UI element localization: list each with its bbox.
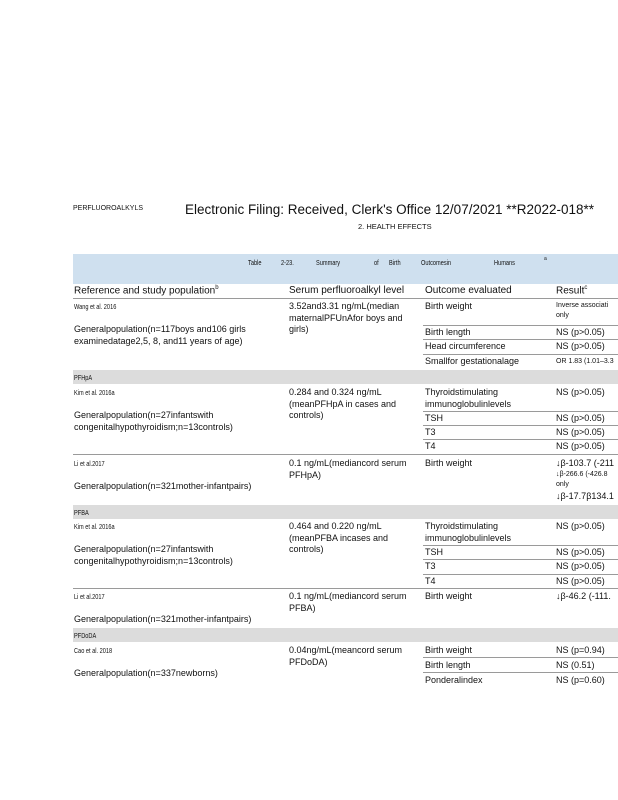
outcome-kim-pfhpa-tsi: Thyroidstimulating immunoglobulinlevels xyxy=(425,387,512,409)
result-li-pfba: ↓β-46.2 (-111. xyxy=(556,591,611,601)
section-pfba: PFBA xyxy=(74,508,89,517)
population-li-pfhpa: Generalpopulation(n=321mother-infantpairs) xyxy=(74,481,252,491)
row-rule xyxy=(423,411,618,412)
result-li-pfhpa-1: ↓β-103.7 (-211 xyxy=(556,458,615,468)
header-rule xyxy=(73,298,618,299)
col-header-reference: Reference and study population$^b$ xyxy=(74,285,219,297)
result-kim-pfba-tsi: NS (p>0.05) xyxy=(556,521,605,531)
row-rule xyxy=(423,354,618,355)
population-wang: Generalpopulation(n=117boys and106 girls examinedatage2,5, 8, and11 years of age) xyxy=(74,324,246,346)
section-band-pfba xyxy=(73,505,618,519)
result-wang-birth-length: NS (p>0.05) xyxy=(556,327,605,337)
result-cao-birth-length: NS (0.51) xyxy=(556,660,595,670)
row-rule xyxy=(73,588,618,589)
ref-kim-2016a-pfhpa: Kim et al. 2016a xyxy=(74,388,115,397)
row-rule xyxy=(423,559,618,560)
outcome-cao-ponderal: Ponderalindex xyxy=(425,675,483,685)
table-title-word-6: Outcomesin xyxy=(421,258,452,267)
serum-cao: 0.04ng/mL(meancord serum PFDoDA) xyxy=(289,645,403,667)
result-kim-pfba-tsh: NS (p>0.05) xyxy=(556,547,605,557)
row-rule xyxy=(423,545,618,546)
serum-li-pfhpa: 0.1 ng/mL(mediancord serum PFHpA) xyxy=(289,458,407,480)
result-cao-birth-weight: NS (p=0.94) xyxy=(556,645,605,655)
row-rule xyxy=(423,325,618,326)
population-kim-pfhpa: Generalpopulation(n=27infantswith congenitalhypothyroidism;n=13controls) xyxy=(74,410,233,432)
outcome-kim-pfba-tsi: Thyroidstimulating immunoglobulinlevels xyxy=(425,521,512,543)
col-header-result: Result$^c$ xyxy=(556,285,588,297)
outcome-kim-pfhpa-t4: T4 xyxy=(425,441,436,451)
section-pfhpa: PFHpA xyxy=(74,373,93,382)
row-rule xyxy=(73,454,618,455)
result-wang-birth-weight: Inverse associati xyxy=(556,302,609,309)
row-rule xyxy=(423,439,618,440)
result-li-pfhpa-2: ↓β-266.6 (-426.8 xyxy=(556,471,608,478)
ref-li-2017-pfba: Li et al.2017 xyxy=(74,592,105,601)
filing-stamp: Electronic Filing: Received, Clerk's Office 12/07/2021 **R2022-018** xyxy=(185,202,595,217)
outcome-li-pfhpa: Birth weight xyxy=(425,458,473,468)
outcome-kim-pfhpa-tsh: TSH xyxy=(425,413,443,423)
ref-wang-2016: Wang et al. 2016 xyxy=(74,302,117,311)
row-rule xyxy=(423,339,618,340)
table-title-word-2: 2-23. xyxy=(281,258,294,267)
table-title-word-5: Birth xyxy=(389,258,401,267)
result-wang-head-circ: NS (p>0.05) xyxy=(556,341,605,351)
result-li-pfhpa-4: ↓β-17.7β134.1 xyxy=(556,491,614,501)
outcome-kim-pfba-tsh: TSH xyxy=(425,547,443,557)
result-kim-pfhpa-tsh: NS (p>0.05) xyxy=(556,413,605,423)
col-header-serum: Serum perfluoroalkyl level xyxy=(289,285,405,296)
table-title-word-1: Table xyxy=(248,258,262,267)
section-band-pfhpa xyxy=(73,370,618,384)
population-cao: Generalpopulation(n=337newborns) xyxy=(74,668,218,678)
result-kim-pfba-t4: NS (p>0.05) xyxy=(556,576,605,586)
population-li-pfba: Generalpopulation(n=321mother-infantpairs) xyxy=(74,614,252,624)
outcome-kim-pfba-t3: T3 xyxy=(425,561,436,571)
chapter-header: 2. HEALTH EFFECTS xyxy=(358,222,432,231)
result-wang-sga: OR 1.83 (1.01–3.3 xyxy=(556,358,614,365)
serum-wang: 3.52and3.31 ng/mL(median maternalPFUnAfor boys and girls) xyxy=(289,301,403,334)
outcome-cao-birth-weight: Birth weight xyxy=(425,645,473,655)
result-cao-ponderal: NS (p=0.60) xyxy=(556,675,605,685)
section-pfdoda: PFDoDA xyxy=(74,631,97,640)
result-wang-only: only xyxy=(556,312,569,319)
ref-cao-2018: Cao et al. 2018 xyxy=(74,646,113,655)
outcome-kim-pfhpa-t3: T3 xyxy=(425,427,436,437)
row-rule xyxy=(423,657,618,658)
outcome-wang-birth-weight: Birth weight xyxy=(425,301,473,311)
table-title-word-4: of xyxy=(374,258,379,267)
row-rule xyxy=(423,574,618,575)
serum-li-pfba: 0.1 ng/mL(mediancord serum PFBA) xyxy=(289,591,407,613)
ref-kim-2016a-pfba: Kim et al. 2016a xyxy=(74,522,115,531)
outcome-wang-sga: Smallfor gestationalage xyxy=(425,356,520,366)
outcome-cao-birth-length: Birth length xyxy=(425,660,471,670)
row-rule xyxy=(423,425,618,426)
ref-li-2017-pfhpa: Li et al.2017 xyxy=(74,459,105,468)
outcome-li-pfba: Birth weight xyxy=(425,591,473,601)
outcome-wang-head-circ: Head circumference xyxy=(425,341,506,351)
running-header-left: PERFLUOROALKYLS xyxy=(73,205,144,212)
table-title-footnote: a xyxy=(544,256,547,262)
result-kim-pfhpa-t4: NS (p>0.05) xyxy=(556,441,605,451)
outcome-wang-birth-length: Birth length xyxy=(425,327,471,337)
result-kim-pfba-t3: NS (p>0.05) xyxy=(556,561,605,571)
table-title-word-3: Summary xyxy=(316,258,341,267)
result-kim-pfhpa-tsi: NS (p>0.05) xyxy=(556,387,605,397)
row-rule xyxy=(423,672,618,673)
result-kim-pfhpa-t3: NS (p>0.05) xyxy=(556,427,605,437)
serum-kim-pfba: 0.464 and 0.220 ng/mL (meanPFBA incases and controls) xyxy=(289,521,389,554)
col-header-outcome: Outcome evaluated xyxy=(425,285,512,296)
section-band-pfdoda xyxy=(73,628,618,642)
result-li-pfhpa-3: only xyxy=(556,481,569,488)
population-kim-pfba: Generalpopulation(n=27infantswith congenitalhypothyroidism;n=13controls) xyxy=(74,544,233,566)
outcome-kim-pfba-t4: T4 xyxy=(425,576,436,586)
table-title-band xyxy=(73,254,618,284)
serum-kim-pfhpa: 0.284 and 0.324 ng/mL (meanPFHpA in cases and controls) xyxy=(289,387,397,420)
table-title-word-7: Humans xyxy=(494,258,515,267)
